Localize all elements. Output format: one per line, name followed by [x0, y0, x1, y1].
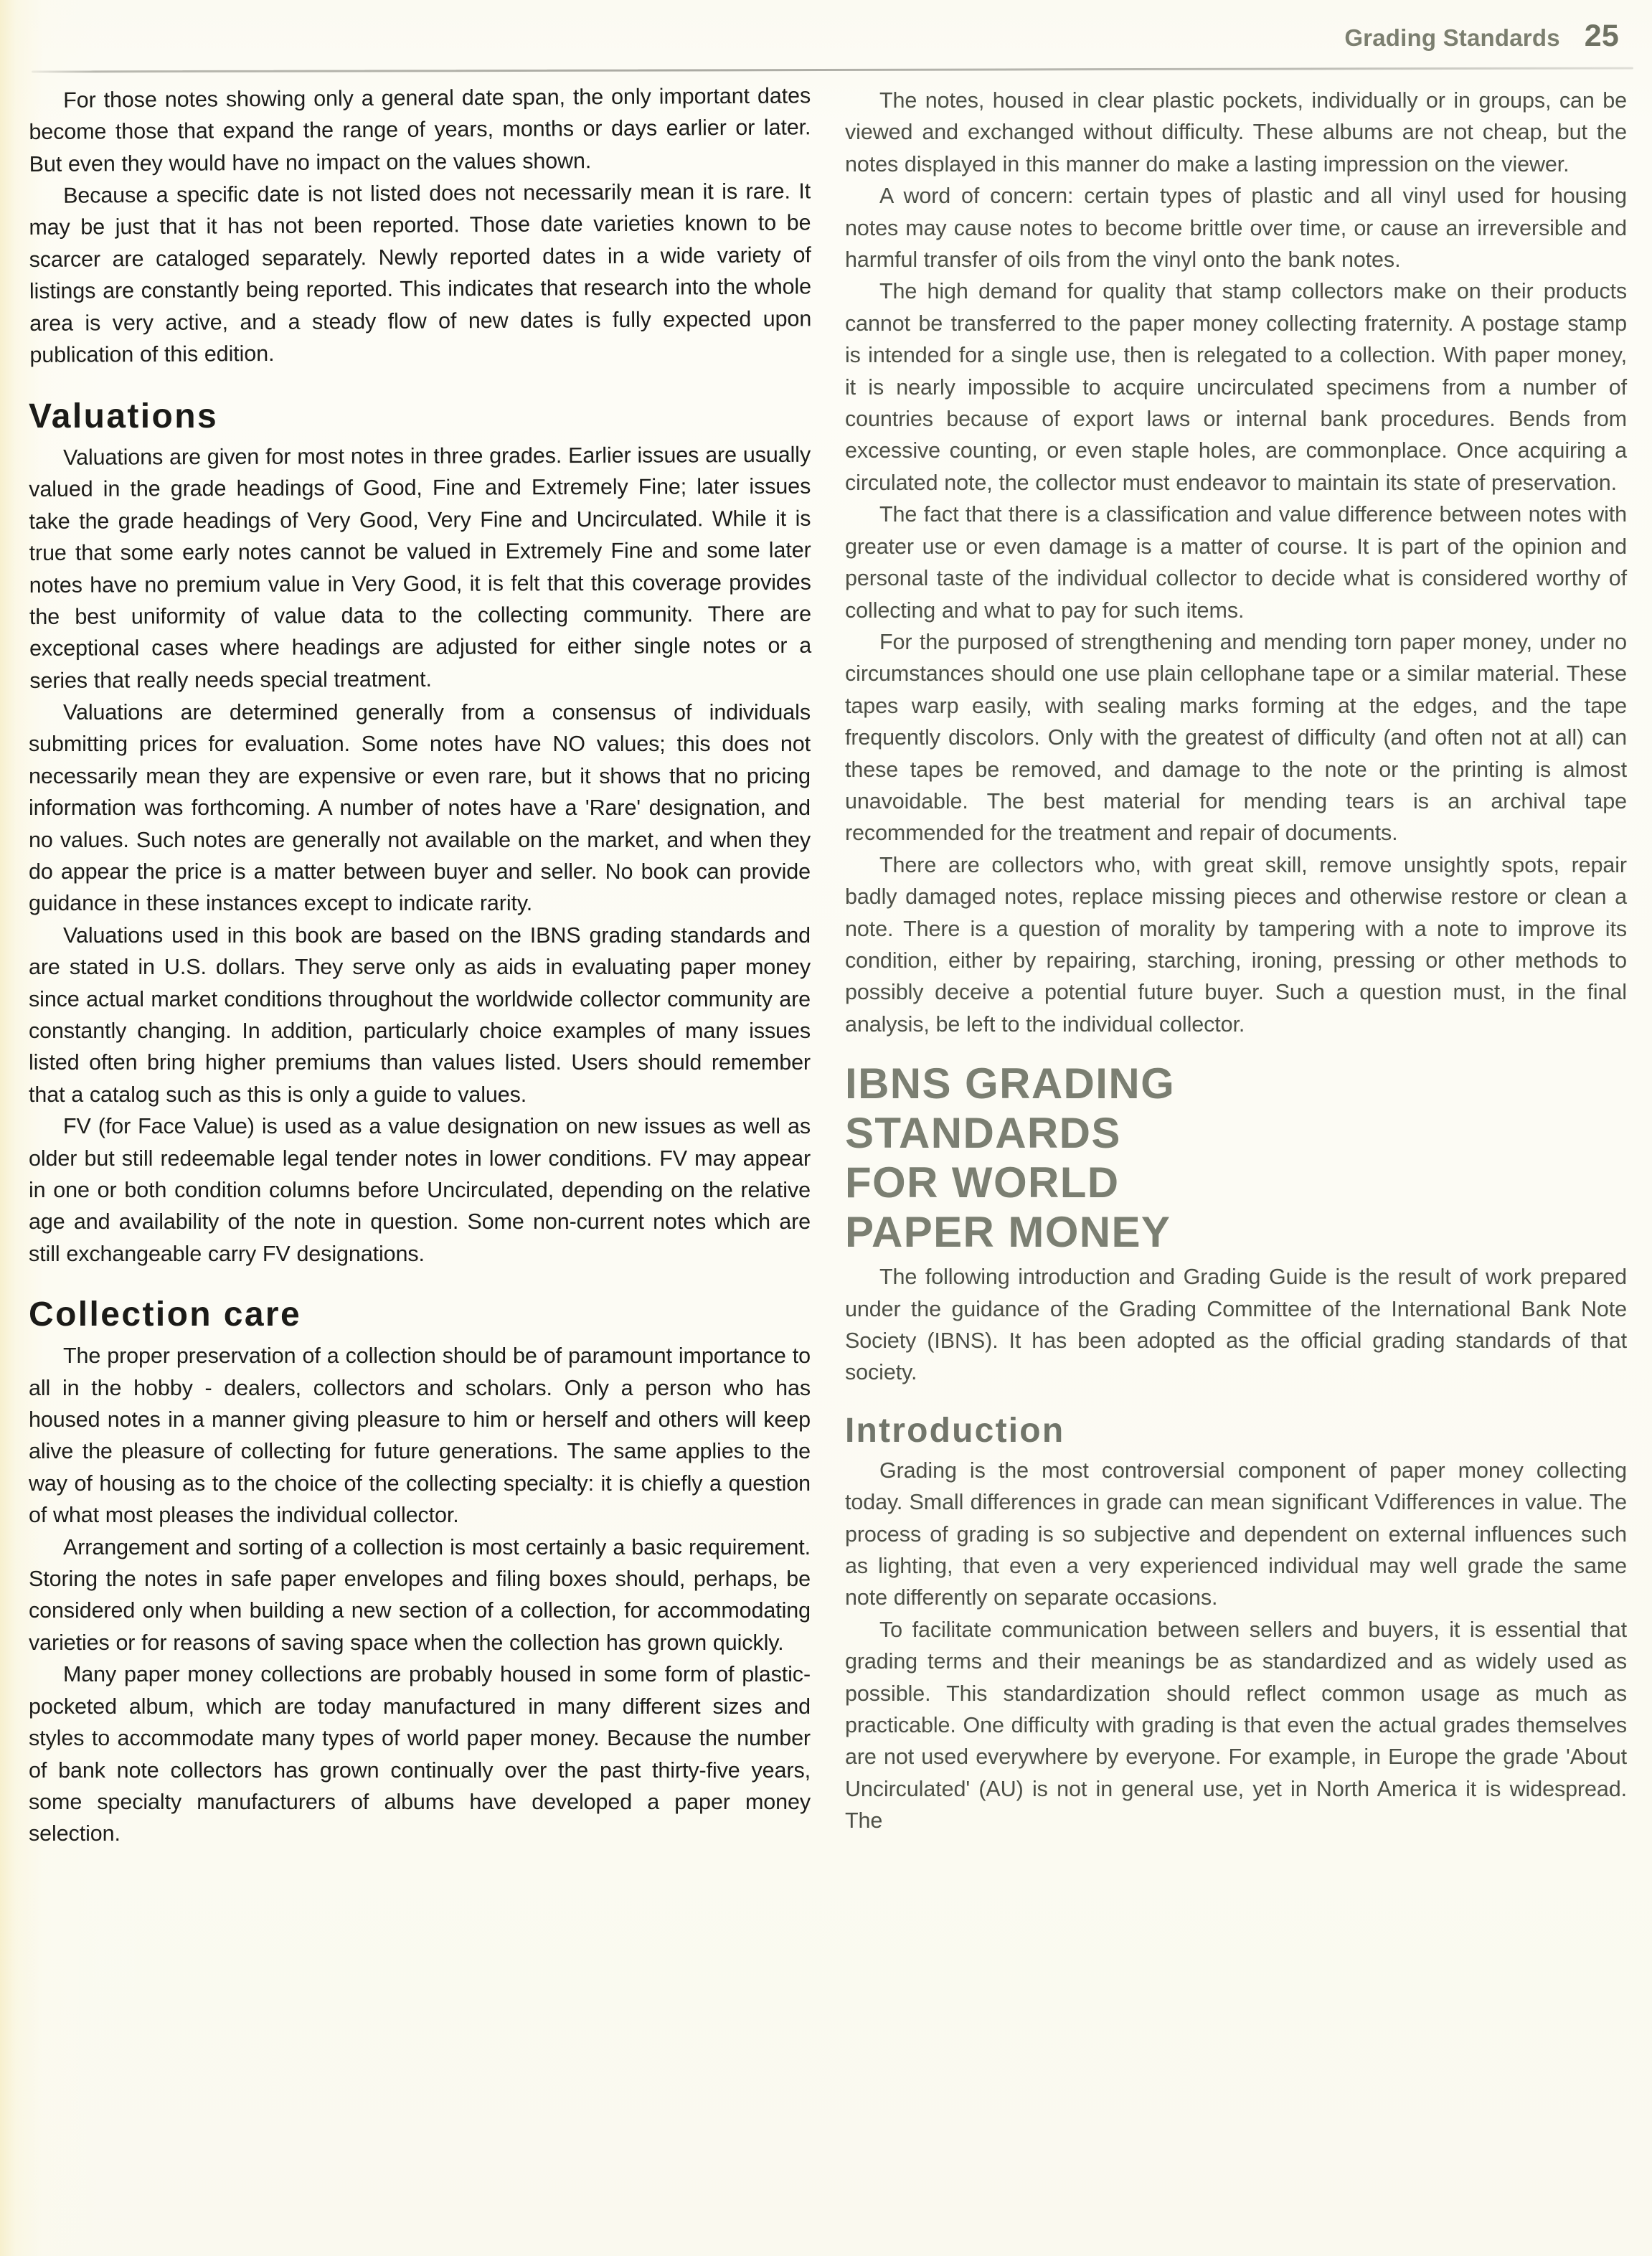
paragraph: Because a specific date is not listed does not necessarily mean it is rare. It may be just that it has not been reported. Those date varieties known to be scarcer are cataloged separately. Newly reported dates in a wide variety of listings are constantly being reported. This indicates that research into the whole area is very active, and a steady flow of new dates is fully expected upon publication of this edition. [29, 179, 812, 368]
heading-line: PAPER MONEY [845, 1208, 1171, 1257]
paragraph: For the purposed of strengthening and mending torn paper money, under no circumstances should one use plain cellophane tape or a similar material. These tapes warp easily, with sealing marks forming at the edges, and the tape frequently discolors. Only with the greatest of difficulty (and often not at all) can these tapes be removed, and damage to the note or the printing is almost unavoidable. The best material for mending tears is an archival tape recommended for the treatment and repair of documents. [845, 629, 1627, 846]
header-rule-divider [32, 67, 1633, 72]
paragraph: The notes, housed in clear plastic pockets, individually or in groups, can be viewed and exchanged without difficulty. These albums are not cheap, but the notes displayed in this manner do make a lasting impression on the viewer. [845, 88, 1627, 176]
left-column [29, 85, 811, 2227]
paragraph: Valuations used in this book are based on the IBNS grading standards and are stated in U.S. dollars. They serve only as aids in evaluating paper money since actual market conditions throughout the worldwide collector community are constantly changing. In addition, particularly choice examples of many issues listed often bring higher premiums than values listed. Users should remember that a catalog such as this is only a guide to values. [29, 922, 811, 1107]
heading-line: IBNS GRADING [845, 1059, 1176, 1108]
running-header-title: Grading Standards [1344, 24, 1560, 51]
section-heading-ibns-grading-standards [845, 1059, 1627, 1257]
heading-line: STANDARDS [845, 1109, 1121, 1158]
paragraph: The high demand for quality that stamp collectors make on their products cannot be transferred to the paper money collecting fraternity. A postage stamp is intended for a single use, then is relegated to a collection. With paper money, it is nearly impossible to acquire uncirculated specimens from a number of countries because of export laws or internal bank procedures. Bends from excessive counting, or even staple holes, are commonplace. Once acquiring a circulated note, the collector must endeavor to maintain its state of preservation. [845, 279, 1627, 495]
section-heading-introduction: Introduction [845, 1411, 1065, 1450]
section-heading-collection-care: Collection care [29, 1295, 302, 1334]
paragraph: The following introduction and Grading Guide is the result of work prepared under the guidance of the Grading Committee of the International Bank Note Society (IBNS). It has been adopted as the official grading standards of that society. [845, 1265, 1627, 1385]
paragraph: There are collectors who, with great skill, remove unsightly spots, repair badly damaged notes, replace missing pieces and otherwise restore or clean a note. There is a question of morality by tampering with a note to improve its condition, either by repairing, starching, ironing, pressing or other methods to possibly deceive a potential future buyer. Such a question must, in the final analysis, be left to the individual collector. [845, 852, 1627, 1037]
paragraph: Grading is the most controversial component of paper money collecting today. Small differences in grade can mean significant Vdifferences in value. The process of grading is so subjective and dependent on external influences such as lighting, that even a very experienced individual may well grade the same note differently on separate occasions. [845, 1458, 1627, 1610]
page-number: 25 [1584, 19, 1619, 53]
paragraph: Valuations are given for most notes in three grades. Earlier issues are usually valued in the grade headings of Good, Fine and Extremely Fine; later issues take the grade headings of Very Good, Very Fine and Uncirculated. While it is true that some early notes cannot be valued in Extremely Fine and some later notes have no premium value in Very Good, it is felt that this coverage provides the best uniformity of value data to the collecting community. There are exceptional cases where headings are adjusted for either single notes or a series that really needs special treatment. [29, 442, 812, 693]
two-column-body [29, 85, 1630, 2227]
running-header [1344, 19, 1619, 54]
paragraph: A word of concern: certain types of plastic and all vinyl used for housing notes may cause notes to become brittle over time, or cause an irreversible and harmful transfer of oils from the vinyl onto the bank notes. [845, 184, 1627, 273]
paragraph: To facilitate communication between sellers and buyers, it is essential that grading terms and their meanings be as standardized and as widely used as possible. This standardization should reflect common usage as much as practicable. One difficulty with grading is that even the actual grades themselves are not used everywhere by everyone. For example, in Europe the grade 'About Uncirculated' (AU) is not in general use, yet in North America it is widespread. The [845, 1617, 1627, 1833]
right-column [845, 85, 1627, 2227]
paragraph: The proper preservation of a collection should be of paramount importance to all in the hobby - dealers, collectors and scholars. Only a person who has housed notes in a manner giving pleasure to him or herself and others will keep alive the pleasure of collecting for future generations. The same applies to the way of housing as to the choice of the collecting specialty: it is chiefly a question of what most pleases the individual collector. [29, 1344, 811, 1528]
section-heading-valuations: Valuations [29, 397, 219, 435]
paragraph: Arrangement and sorting of a collection is most certainly a basic requirement. Storing the notes in safe paper envelopes and filing boxes should, perhaps, be considered only when building a new section of a collection, for accommodating varieties or for reasons of saving space when the collection has grown quickly. [29, 1534, 811, 1655]
paragraph: Valuations are determined generally from a consensus of individuals submitting prices for evaluation. Some notes have NO values; this does not necessarily mean they are expensive or even rare, but it shows that no pricing information was forthcoming. A number of notes have a 'Rare' designation, and no values. Such notes are generally not available on the market, and when they do appear the price is a matter between buyer and seller. No book can provide guidance in these instances except to indicate rarity. [29, 699, 811, 916]
paragraph: The fact that there is a classification and value difference between notes with greater use or even damage is a matter of course. It is part of the opinion and personal taste of the individual collector to decide what is considered worthy of collecting and what to pay for such items. [845, 502, 1627, 623]
heading-line: FOR WORLD [845, 1158, 1120, 1207]
paragraph: Many paper money collections are probably housed in some form of plastic-pocketed album, which are today manufactured in many different sizes and styles to accommodate many types of world paper money. Because the number of bank note collectors has grown continually over the past thirty-five years, some specialty manufacturers of albums have developed a paper money selection. [29, 1662, 811, 1846]
paragraph: FV (for Face Value) is used as a value designation on new issues as well as older but still redeemable legal tender notes in lower conditions. FV may appear in one or both condition columns before Uncirculated, depending on the relative age and availability of the note in question. Some non-current notes which are still exchangeable carry FV designations. [29, 1114, 811, 1266]
paragraph: For those notes showing only a general date span, the only important dates become those that expand the range of years, months or days earlier or later. But even they would have no impact on the values shown. [29, 83, 811, 176]
